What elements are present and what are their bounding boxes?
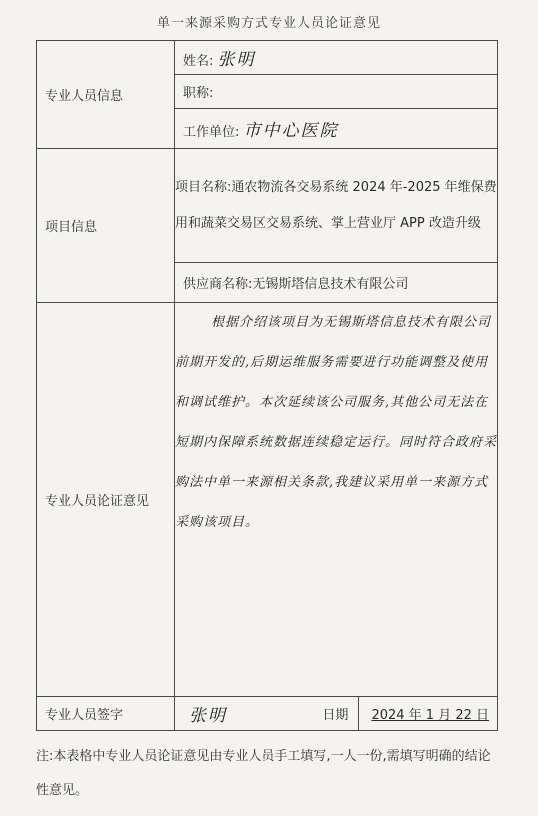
expert-info-label: 专业人员信息 xyxy=(37,41,175,149)
date-label: 日期 xyxy=(312,697,359,730)
name-value: 张明 xyxy=(217,50,256,70)
signature-value: 张明 xyxy=(189,706,227,726)
opinion-label: 专业人员论证意见 xyxy=(37,303,175,697)
title-label: 职称: xyxy=(183,86,214,101)
supplier-label: 供应商名称: xyxy=(183,277,253,292)
signature-label: 专业人员签字 xyxy=(37,697,175,731)
project-name-value: 通农物流各交易系统 2024 年-2025 年维保费用和蔬菜交易区交易系统、掌上营业厅 APP 改造升级 xyxy=(175,179,497,231)
work-label: 工作单位: xyxy=(183,125,240,140)
name-label: 姓名: xyxy=(183,54,214,69)
supplier-value: 无锡斯塔信息技术有限公司 xyxy=(252,277,409,292)
project-info-label: 项目信息 xyxy=(37,149,175,303)
work-value: 市中心医院 xyxy=(243,121,339,141)
form-table xyxy=(36,40,498,731)
project-name-field xyxy=(175,149,498,263)
document-title: 单一来源采购方式专业人员论证意见 xyxy=(156,16,381,31)
project-name-label: 项目名称: xyxy=(175,179,232,195)
footnote: 注:本表格中专业人员论证意见由专业人员手工填写,一人一份,需填写明确的结论性意见。 xyxy=(36,749,491,798)
opinion-text: 根据介绍该项目为无锡斯塔信息技术有限公司前期开发的,后期运维服务需要进行功能调整及使用和调试维护。本次延续该公司服务,其他公司无法在短期内保障系统数据连续稳定运行。同时符合政府采购法中单一来源相关条款,我建议采用单一来源方式采购该项目。 xyxy=(175,303,498,697)
date-value: 2024 年 1 月 22 日 xyxy=(371,708,489,723)
